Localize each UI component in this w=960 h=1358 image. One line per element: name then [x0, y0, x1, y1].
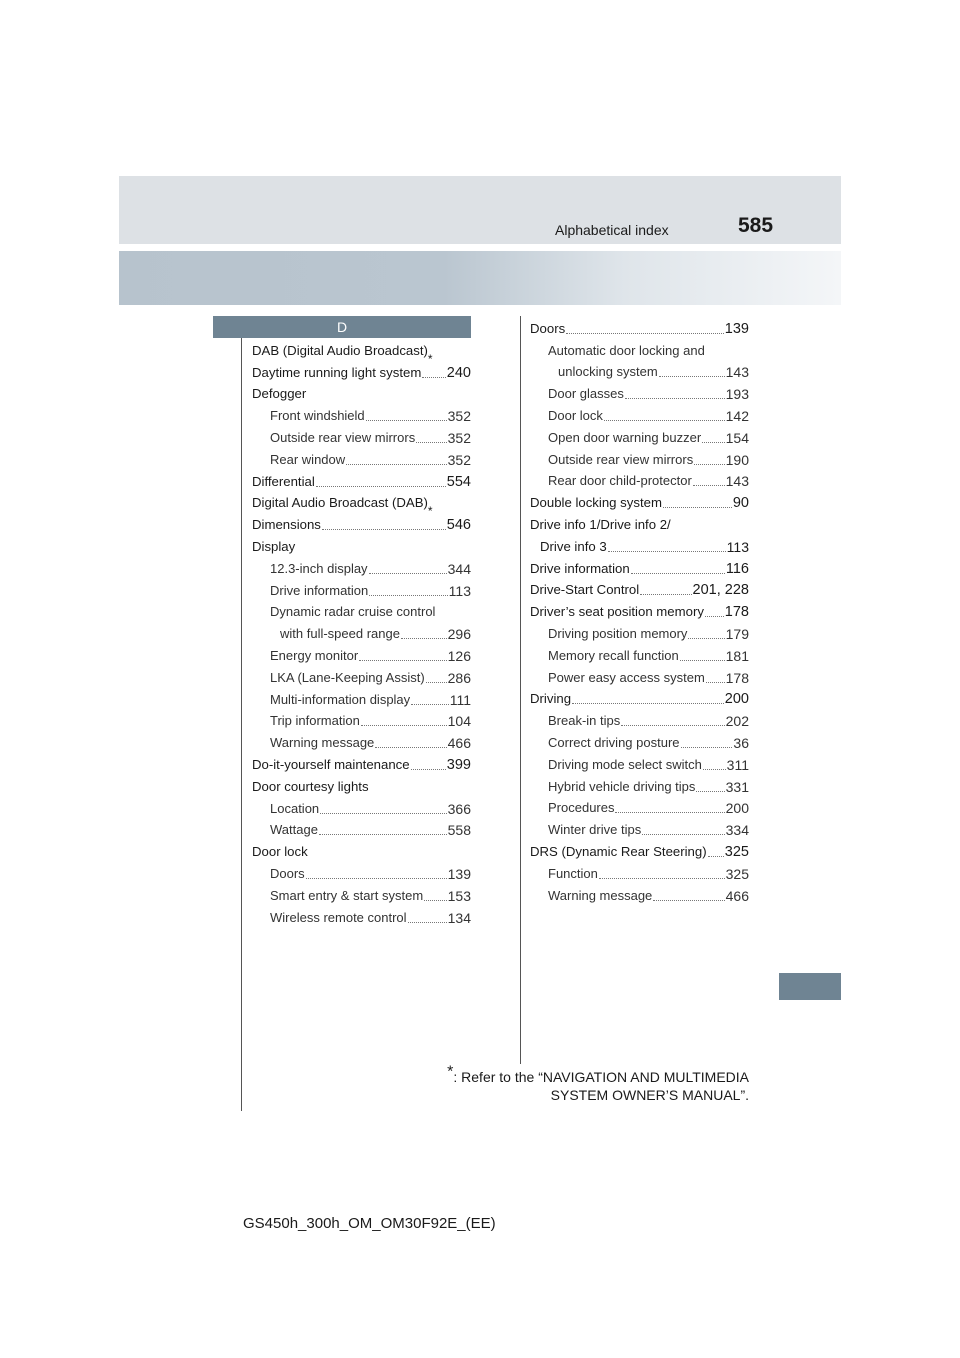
index-entry — [530, 666, 749, 688]
index-entry-term: Location — [270, 800, 320, 816]
dot-leader — [604, 418, 725, 421]
index-entry — [530, 840, 749, 862]
index-entry — [252, 710, 471, 732]
index-entry-term: Drive information — [270, 582, 369, 598]
index-entry-term: Memory recall function — [548, 647, 679, 663]
index-entry-page: 325 — [725, 865, 749, 882]
index-entry-term: 12.3-inch display — [270, 560, 368, 576]
footnote — [380, 1063, 749, 1104]
index-entry — [252, 819, 471, 841]
index-entry — [252, 862, 471, 884]
index-entry — [252, 513, 471, 535]
index-entry-term: Hybrid vehicle driving tips — [548, 778, 696, 794]
dot-leader — [631, 571, 725, 574]
index-entry-page: 178 — [724, 604, 749, 621]
index-entry-term: Warning message — [548, 887, 653, 903]
index-entry-page: 139 — [447, 865, 471, 882]
index-entry — [530, 797, 749, 819]
side-tab — [779, 973, 841, 1000]
index-entry — [252, 884, 471, 906]
dot-leader — [680, 658, 725, 661]
gradient-band — [119, 251, 841, 305]
index-entry-term: DRS (Dynamic Rear Steering) — [530, 843, 707, 859]
index-entry-page: 200 — [725, 800, 749, 817]
header-band — [119, 176, 841, 244]
index-entry — [530, 491, 749, 513]
dot-leader — [642, 832, 724, 835]
index-entry-page: 179 — [725, 625, 749, 642]
dot-leader — [322, 527, 446, 530]
dot-leader — [702, 440, 724, 443]
index-entry — [530, 709, 749, 731]
dot-leader — [640, 592, 691, 595]
index-entry — [252, 579, 471, 601]
index-entry — [252, 622, 471, 644]
index-entry-term: Driving position memory — [548, 625, 688, 641]
index-entry-term: Driving — [530, 691, 572, 707]
dot-leader — [708, 854, 724, 857]
index-entry — [252, 753, 471, 775]
index-entry-page: 240 — [446, 364, 471, 381]
header-title: Alphabetical index — [555, 222, 669, 238]
index-entry-term: Differential — [252, 473, 315, 489]
dot-leader — [703, 767, 726, 770]
index-entry — [530, 688, 749, 710]
dot-leader — [426, 680, 447, 683]
dot-leader — [681, 745, 733, 748]
index-entry-page: 116 — [725, 560, 749, 577]
index-entry-page: 154 — [725, 429, 749, 446]
dot-leader — [375, 745, 446, 748]
index-entry-page: 193 — [725, 386, 749, 403]
index-entry — [252, 775, 471, 797]
index-entry-page: 36 — [733, 734, 749, 751]
index-entry-page: 554 — [446, 473, 471, 490]
index-entry-term: Drive info 1/Drive info 2/ — [530, 516, 671, 532]
index-entry-page: 178 — [725, 669, 749, 686]
index-entry — [530, 818, 749, 840]
dot-leader — [361, 723, 447, 726]
footnote-line-1: : Refer to the “NAVIGATION AND MULTIMEDIA — [453, 1069, 749, 1085]
dot-leader — [566, 331, 724, 334]
index-entry — [252, 906, 471, 928]
index-entry-term: Dimensions — [252, 517, 321, 533]
index-entry-term: Outside rear view mirrors — [270, 429, 416, 445]
index-entry — [530, 622, 749, 644]
index-entry-page: 90 — [732, 495, 749, 512]
index-entry-page: 296 — [447, 626, 471, 643]
index-entry-term: Double locking system — [530, 495, 662, 511]
index-entry — [530, 339, 749, 361]
index-entry-term: Smart entry & start system — [270, 887, 424, 903]
index-entry-page: 466 — [447, 735, 471, 752]
column-divider — [520, 316, 521, 1064]
index-entry — [530, 884, 749, 906]
index-entry-page: 126 — [447, 647, 471, 664]
dot-leader — [411, 767, 446, 770]
index-entry — [252, 426, 471, 448]
index-entry-term: Driving mode select switch — [548, 756, 702, 772]
dot-leader — [408, 920, 447, 923]
index-entry — [530, 731, 749, 753]
index-entry-page: 134 — [447, 909, 471, 926]
index-entry-term: Drive-Start Control — [530, 582, 640, 598]
dot-leader — [653, 898, 724, 901]
index-entry-term: Automatic door locking and — [548, 342, 705, 358]
index-entry — [530, 579, 749, 601]
index-entry — [252, 644, 471, 666]
index-entry-page: 181 — [725, 647, 749, 664]
index-entry — [252, 666, 471, 688]
index-entry-page: 113 — [448, 582, 471, 599]
dot-leader — [688, 636, 724, 639]
dot-leader — [422, 375, 445, 378]
index-entry-term: unlocking system — [558, 364, 658, 380]
index-entry-term: Rear door child-protector — [548, 473, 692, 489]
index-entry-term: Procedures — [548, 800, 615, 816]
dot-leader — [693, 483, 725, 486]
index-entry-term: Front windshield — [270, 408, 365, 424]
index-entry-page: 366 — [447, 800, 471, 817]
index-entry-term: Driver’s seat position memory — [530, 604, 704, 620]
dot-leader — [705, 614, 724, 617]
index-entry-term: Door lock — [548, 407, 603, 423]
index-entry — [252, 797, 471, 819]
index-entry-term: Drive info 3 — [540, 538, 607, 554]
index-entry — [252, 840, 471, 862]
page-number: 585 — [738, 214, 774, 237]
index-entry-term: Drive information — [530, 560, 630, 576]
index-entry: Digital Audio Broadcast (DAB) * — [252, 495, 433, 519]
dot-leader — [424, 898, 446, 901]
dot-leader — [696, 789, 724, 792]
index-entry-term: Dynamic radar cruise control — [270, 604, 436, 620]
index-entry-page: 352 — [447, 408, 471, 425]
index-entry-page: 352 — [447, 429, 471, 446]
index-entry-term: Trip information — [270, 713, 360, 729]
index-entry — [530, 448, 749, 470]
index-entry-page: 113 — [726, 538, 749, 555]
left-rule — [241, 316, 242, 1111]
index-entry-term: Display — [252, 538, 296, 554]
index-entry — [530, 753, 749, 775]
dot-leader — [320, 811, 446, 814]
index-entry-term: Rear window — [270, 451, 346, 467]
index-entry-term: LKA (Lane-Keeping Assist) — [270, 669, 425, 685]
index-entry-term: Daytime running light system — [252, 364, 422, 380]
index-column-left — [252, 339, 471, 928]
index-entry-page: 153 — [447, 887, 471, 904]
index-entry — [530, 557, 749, 579]
dot-leader — [663, 505, 732, 508]
index-entry-page: 331 — [725, 778, 749, 795]
index-entry-term: Do-it-yourself maintenance — [252, 756, 410, 772]
index-entry — [530, 404, 749, 426]
index-entry-page: 558 — [447, 822, 471, 839]
index-entry-page: 202 — [725, 713, 749, 730]
dot-leader — [369, 571, 447, 574]
index-entry-term: Function — [548, 865, 598, 881]
dot-leader — [319, 832, 447, 835]
index-entry-page: 311 — [726, 756, 749, 773]
index-entry-term: Doors — [270, 865, 305, 881]
index-entry-term: Door lock — [252, 844, 308, 860]
index-entry-term: DAB (Digital Audio Broadcast) — [252, 342, 428, 358]
index-entry-term: Door courtesy lights — [252, 778, 369, 794]
index-entry — [252, 557, 471, 579]
index-entry-term: Wireless remote control — [270, 909, 407, 925]
index-entry — [252, 383, 471, 405]
dot-leader — [401, 636, 447, 639]
index-entry — [252, 601, 471, 623]
index-entry-page: 334 — [725, 822, 749, 839]
index-entry-page: 143 — [725, 473, 749, 490]
index-entry-page: 190 — [725, 451, 749, 468]
index-entry-term: Break-in tips — [548, 713, 621, 729]
index-entry-page: 399 — [446, 756, 471, 773]
dot-leader — [411, 702, 449, 705]
index-entry-page: 325 — [724, 843, 749, 860]
dot-leader — [659, 374, 725, 377]
dot-leader — [694, 462, 724, 465]
dot-leader — [316, 484, 446, 487]
index-entry-page: 466 — [725, 887, 749, 904]
dot-leader — [572, 701, 724, 704]
dot-leader — [608, 549, 726, 552]
dot-leader — [615, 810, 724, 813]
index-entry-term: with full-speed range — [280, 626, 400, 642]
index-entry-page: 201, 228 — [692, 582, 749, 599]
index-entry-page: 143 — [725, 364, 749, 381]
index-entry-page: 111 — [449, 691, 471, 708]
index-entry — [530, 317, 749, 339]
index-entry-term: Energy monitor — [270, 647, 359, 663]
index-entry — [530, 535, 749, 557]
dot-leader — [621, 723, 724, 726]
index-entry-term: Door glasses — [548, 386, 624, 402]
index-entry — [530, 382, 749, 404]
index-entry-page: 104 — [447, 713, 471, 730]
index-entry — [530, 361, 749, 383]
index-entry-term: Digital Audio Broadcast (DAB) — [252, 495, 428, 511]
index-entry-term: Winter drive tips — [548, 822, 642, 838]
dot-leader — [306, 876, 447, 879]
index-entry — [530, 470, 749, 492]
dot-leader — [369, 593, 447, 596]
index-entry-page: 546 — [446, 517, 471, 534]
index-entry — [530, 513, 749, 535]
index-entry-page: 286 — [447, 669, 471, 686]
dot-leader — [706, 680, 725, 683]
index-entry — [252, 535, 471, 557]
index-entry-term: Defogger — [252, 386, 307, 402]
dot-leader — [366, 418, 447, 421]
index-entry-term: Open door warning buzzer — [548, 429, 702, 445]
index-entry-page: 352 — [447, 451, 471, 468]
dot-leader — [359, 658, 446, 661]
dot-leader — [599, 876, 725, 879]
index-entry — [252, 470, 471, 492]
index-entry-term: Power easy access system — [548, 669, 705, 685]
index-entry — [252, 688, 471, 710]
footnote-line-2: SYSTEM OWNER’S MANUAL”. — [550, 1087, 749, 1103]
index-entry-page: 142 — [725, 407, 749, 424]
index-entry-page: 200 — [724, 691, 749, 708]
index-entry-term: Multi-information display — [270, 691, 411, 707]
footnote-star: * — [447, 1063, 454, 1081]
index-entry — [530, 600, 749, 622]
index-entry — [530, 644, 749, 666]
dot-leader — [625, 396, 725, 399]
dot-leader — [346, 462, 446, 465]
index-entry — [252, 448, 471, 470]
index-entry — [530, 426, 749, 448]
index-entry-page: 344 — [447, 560, 471, 577]
index-entry-term: Correct driving posture — [548, 734, 680, 750]
index-entry — [530, 775, 749, 797]
index-entry-term: Outside rear view mirrors — [548, 451, 694, 467]
index-entry-term: Doors — [530, 320, 566, 336]
index-entry-page: 139 — [724, 320, 749, 337]
index-column-right — [530, 317, 749, 906]
index-entry — [252, 731, 471, 753]
index-entry-term: Warning message — [270, 735, 375, 751]
index-entry — [252, 404, 471, 426]
index-entry-term: Wattage — [270, 822, 318, 838]
section-letter-bar: D — [213, 316, 471, 338]
index-entry — [530, 862, 749, 884]
index-entry — [252, 361, 471, 383]
dot-leader — [416, 440, 446, 443]
index-entry: DAB (Digital Audio Broadcast) * — [252, 342, 433, 366]
document-code: GS450h_300h_OM_OM30F92E_(EE) — [243, 1215, 496, 1232]
